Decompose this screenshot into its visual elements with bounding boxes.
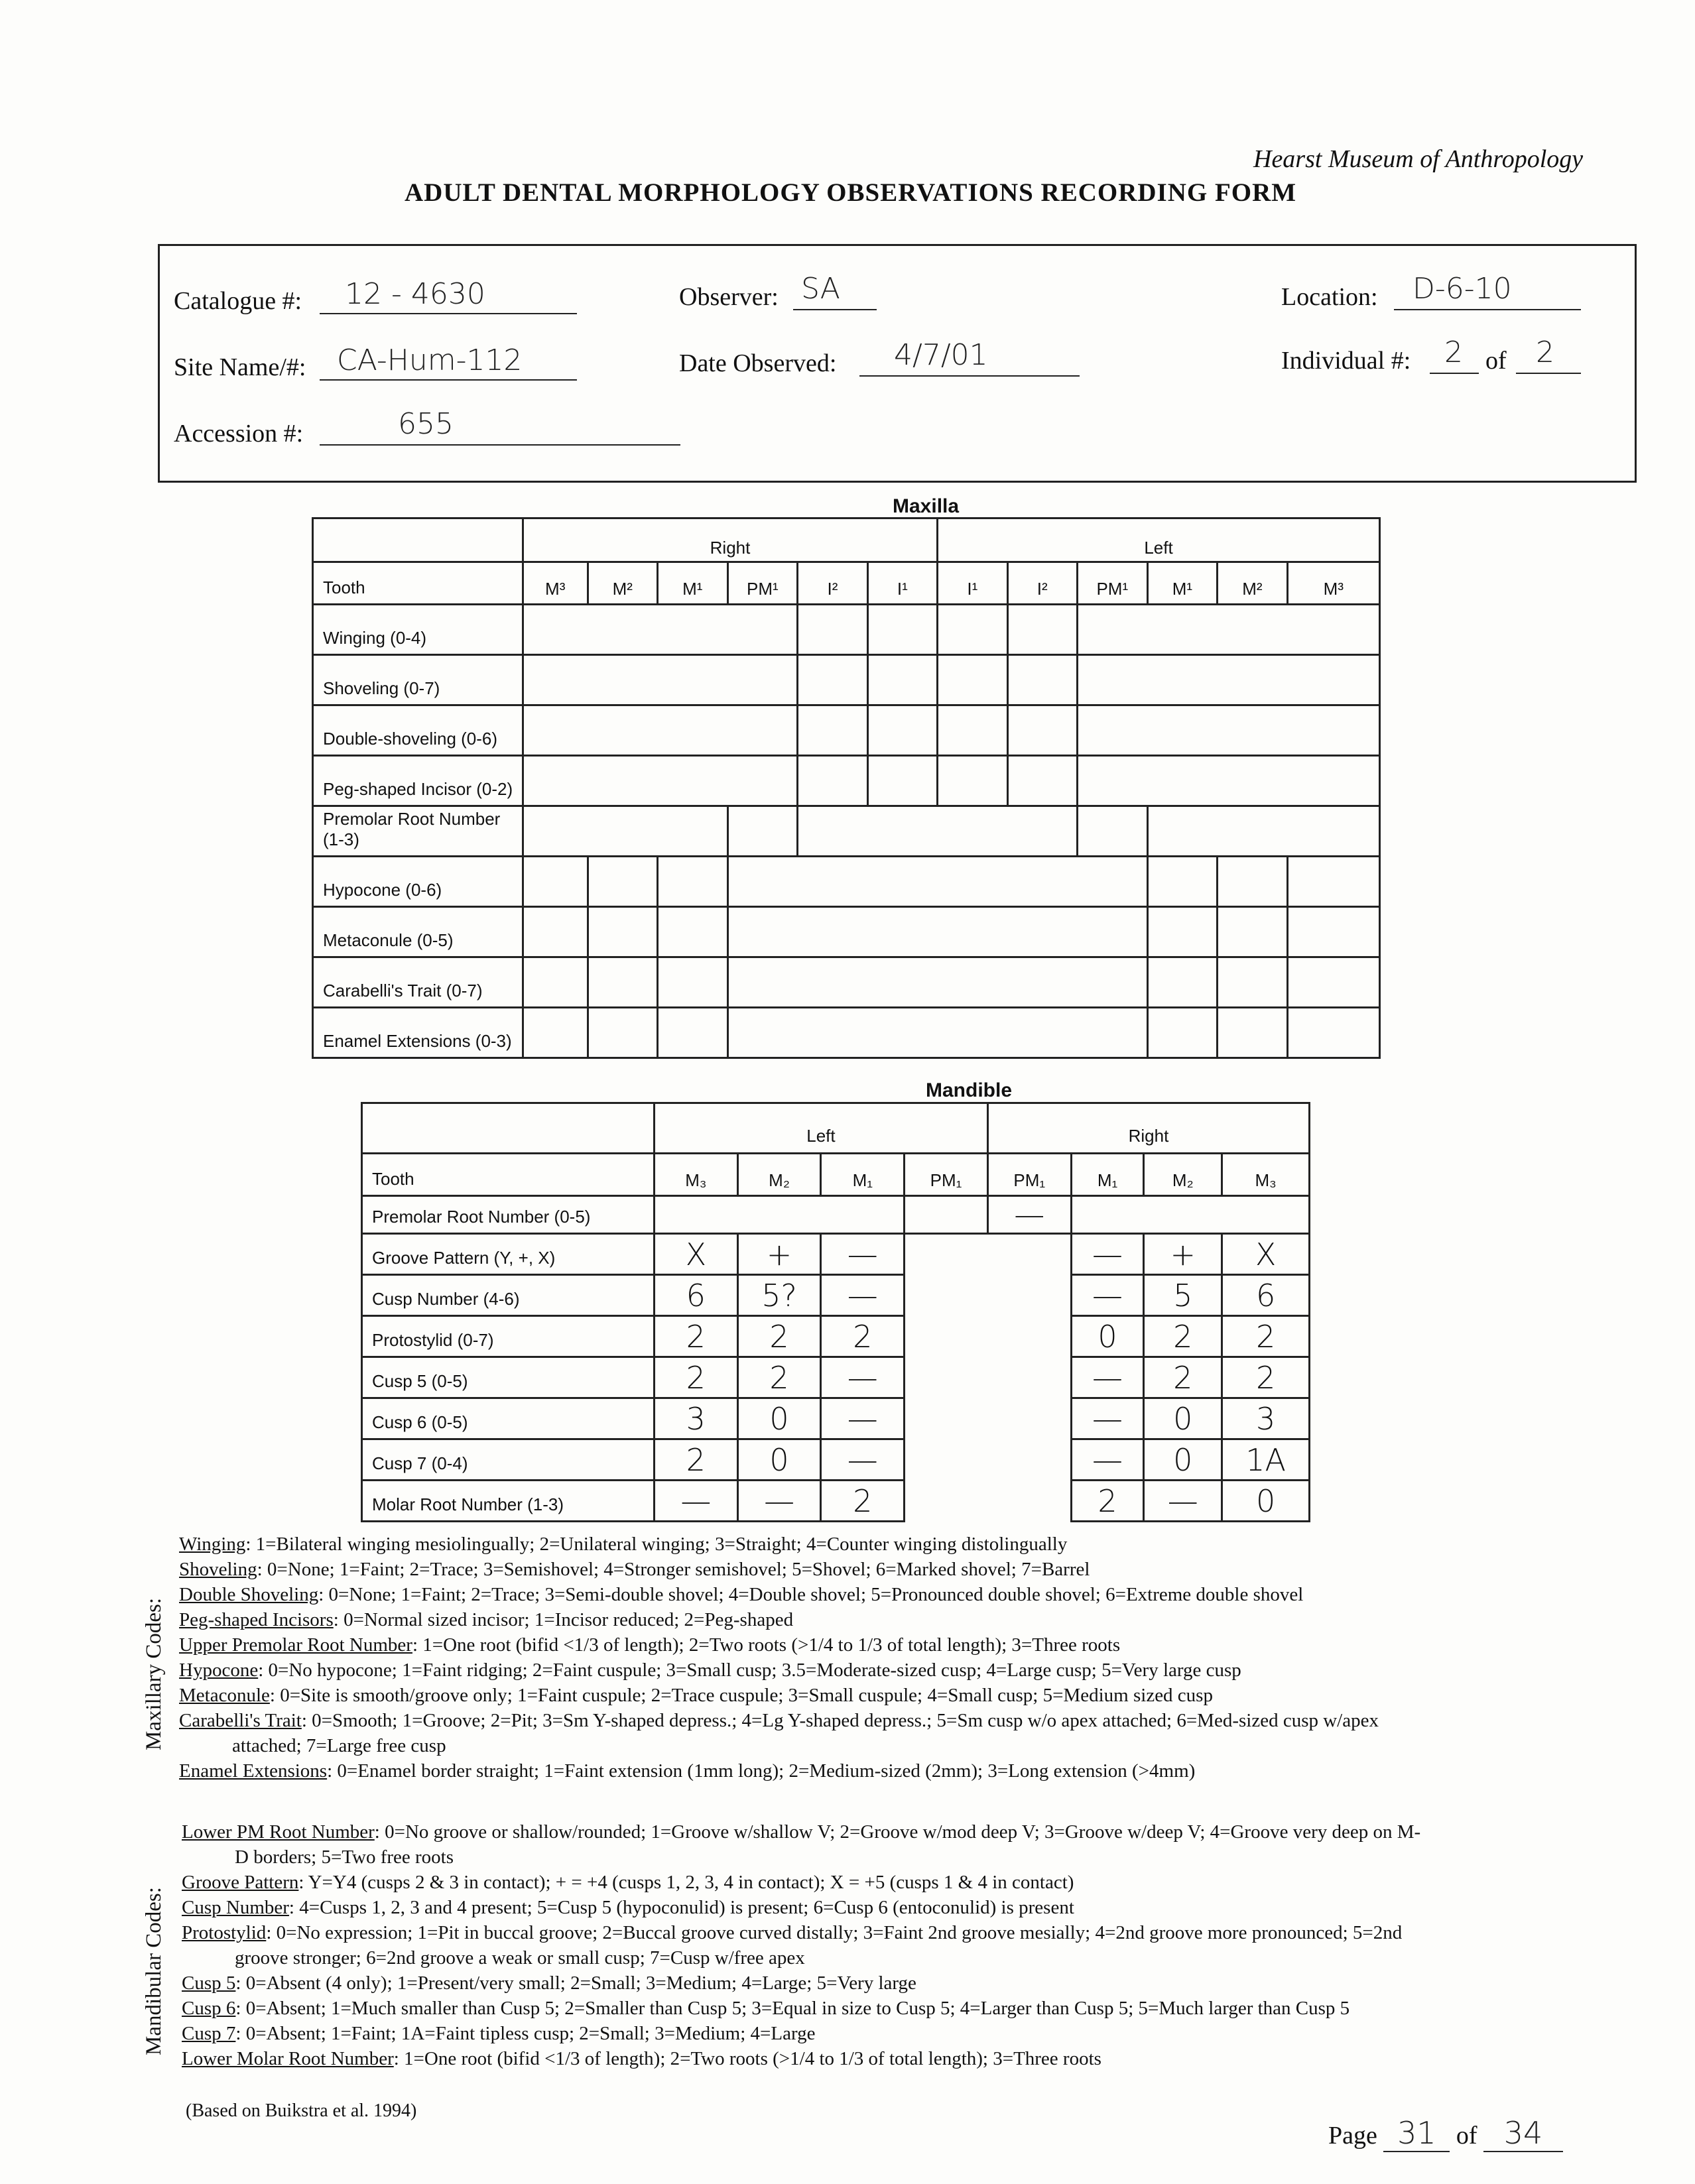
- code-line: [179, 1758, 1658, 1784]
- maxilla-row-label: Carabelli's Trait (0-7): [313, 957, 523, 1008]
- site-value: CA-Hum-112: [337, 343, 523, 377]
- maxilla-cell[interactable]: [1007, 756, 1077, 806]
- maxilla-tooth-header: M³: [523, 562, 588, 605]
- code-line: [182, 2046, 1661, 2071]
- mandible-cell[interactable]: —: [821, 1357, 905, 1398]
- mandible-na-cell: [654, 1196, 904, 1234]
- maxilla-title: Maxilla: [893, 495, 960, 517]
- mandible-cell[interactable]: —: [821, 1234, 905, 1275]
- date-value: 4/7/01: [894, 338, 988, 372]
- maxilla-tooth-header: I²: [1007, 562, 1077, 605]
- accession-field[interactable]: [320, 418, 680, 446]
- maxilla-cell[interactable]: [658, 907, 728, 957]
- location-value: D-6-10: [1412, 272, 1512, 306]
- mandible-cell[interactable]: 2: [821, 1481, 905, 1522]
- mandible-cell[interactable]: +: [1144, 1234, 1222, 1275]
- maxilla-row-label: Double-shoveling (0-6): [313, 705, 523, 756]
- maxilla-na-cell: [1147, 806, 1379, 857]
- maxilla-tooth-header: I²: [798, 562, 867, 605]
- mandible-tooth-label: Tooth: [362, 1154, 655, 1196]
- maxilla-na-cell: [523, 605, 797, 655]
- mandible-cell[interactable]: 0: [737, 1398, 821, 1439]
- code-text: : 4=Cusps 1, 2, 3 and 4 present; 5=Cusp 5 (hypoconulid) is present; 6=Cusp 6 (entoconulid) is present: [288, 1897, 1074, 1918]
- code-line: [182, 1870, 1661, 1895]
- maxilla-tooth-header: M³: [1287, 562, 1379, 605]
- mandible-tooth-header: PM₁: [905, 1154, 988, 1196]
- maxilla-tooth-header: I¹: [938, 562, 1007, 605]
- maxilla-na-cell: [523, 705, 797, 756]
- location-label: Location:: [1281, 283, 1378, 311]
- code-term: Groove Pattern: [182, 1872, 299, 1893]
- mandible-tooth-header: PM₁: [987, 1154, 1071, 1196]
- code-term: Metaconule: [179, 1685, 270, 1706]
- code-text: : 1=One root (bifid <1/3 of length); 2=Two roots (>1/4 to 1/3 of total length); 3=Three roots: [393, 2048, 1101, 2069]
- mandible-cell[interactable]: 0: [1071, 1316, 1144, 1357]
- code-text: : 0=None; 1=Faint; 2=Trace; 3=Semishovel; 4=Stronger semishovel; 5=Shovel; 6=Marked shovel; 7=Barrel: [257, 1559, 1090, 1580]
- maxilla-na-cell: [727, 1008, 1147, 1058]
- maxilla-cell[interactable]: [938, 705, 1007, 756]
- maxilla-cell[interactable]: [938, 756, 1007, 806]
- code-line: [179, 1683, 1658, 1708]
- individual-total-value: 2: [1536, 335, 1554, 369]
- maxilla-tooth-header: M²: [1218, 562, 1288, 605]
- maxilla-na-cell: [1077, 705, 1379, 756]
- maxilla-cell[interactable]: [727, 806, 798, 857]
- code-line: [179, 1733, 1658, 1758]
- mandible-row-label: Molar Root Number (1-3): [362, 1481, 655, 1522]
- page-total-value[interactable]: 34: [1483, 2115, 1563, 2152]
- code-line: [182, 1845, 1661, 1870]
- museum-name: Hearst Museum of Anthropology: [1253, 145, 1584, 173]
- maxilla-cell[interactable]: [523, 857, 588, 907]
- code-line: [182, 1895, 1661, 1920]
- code-term: Enamel Extensions: [179, 1760, 328, 1782]
- maxilla-cell[interactable]: [1147, 957, 1218, 1008]
- code-text: : 0=Normal sized incisor; 1=Incisor reduced; 2=Peg-shaped: [333, 1609, 794, 1630]
- maxillary-codes-legend: [179, 1532, 1658, 1784]
- maxilla-cell[interactable]: [1077, 806, 1147, 857]
- page-label: Page: [1328, 2122, 1377, 2150]
- maxilla-row-label: Enamel Extensions (0-3): [313, 1008, 523, 1058]
- maxillary-codes-side-label: Maxillary Codes:: [142, 1597, 166, 1750]
- code-line: [179, 1532, 1658, 1557]
- observer-label: Observer:: [679, 283, 779, 311]
- maxilla-cell[interactable]: [658, 957, 728, 1008]
- maxilla-na-cell: [523, 806, 727, 857]
- maxilla-na-cell: [1077, 756, 1379, 806]
- code-term: Carabelli's Trait: [179, 1710, 302, 1731]
- code-term: Cusp Number: [182, 1897, 289, 1918]
- mandible-left-header: Left: [654, 1103, 987, 1154]
- maxilla-tooth-header: PM¹: [1077, 562, 1147, 605]
- mandible-cell[interactable]: 3: [654, 1398, 737, 1439]
- mandible-cell[interactable]: 5: [1144, 1275, 1222, 1316]
- maxilla-cell[interactable]: [1218, 857, 1288, 907]
- mandible-table: [361, 1102, 1310, 1522]
- maxilla-na-cell: [523, 655, 797, 705]
- mandible-row-label: Groove Pattern (Y, +, X): [362, 1234, 655, 1275]
- maxilla-cell[interactable]: [588, 907, 658, 957]
- maxilla-cell[interactable]: [588, 957, 658, 1008]
- maxilla-tooth-header: M²: [588, 562, 658, 605]
- accession-value: 655: [398, 407, 454, 441]
- maxilla-cell[interactable]: [1147, 857, 1218, 907]
- mandible-cell[interactable]: —: [1071, 1357, 1144, 1398]
- maxilla-cell[interactable]: [1287, 957, 1379, 1008]
- maxilla-cell[interactable]: [938, 605, 1007, 655]
- code-term: Winging: [179, 1534, 246, 1555]
- mandible-cell[interactable]: 0: [1144, 1398, 1222, 1439]
- maxilla-row-label: Shoveling (0-7): [313, 655, 523, 705]
- maxilla-cell[interactable]: [1147, 907, 1218, 957]
- mandible-tooth-header: M₂: [737, 1154, 821, 1196]
- maxilla-cell[interactable]: [1218, 907, 1288, 957]
- maxilla-cell[interactable]: [658, 1008, 728, 1058]
- code-term: Cusp 7: [182, 2023, 236, 2044]
- mandible-row-label: Premolar Root Number (0-5): [362, 1196, 655, 1234]
- mandible-cell[interactable]: —: [1071, 1234, 1144, 1275]
- mandible-cell[interactable]: 2: [737, 1357, 821, 1398]
- maxilla-cell[interactable]: [1287, 907, 1379, 957]
- code-text: : Y=Y4 (cusps 2 & 3 in contact); + = +4 (cusps 1, 2, 3, 4 in contact); X = +5 (cusps 1 & 4 in contact): [298, 1872, 1074, 1893]
- mandible-cell[interactable]: —: [737, 1481, 821, 1522]
- maxilla-cell[interactable]: [1218, 1008, 1288, 1058]
- code-line: [179, 1607, 1658, 1632]
- maxilla-tooth-header: M¹: [658, 562, 728, 605]
- mandible-row-label: Cusp 5 (0-5): [362, 1357, 655, 1398]
- mandible-na-cell: [905, 1234, 1071, 1522]
- maxilla-cell[interactable]: [1287, 857, 1379, 907]
- mandible-cell[interactable]: —: [821, 1439, 905, 1481]
- mandible-row-label: Cusp 7 (0-4): [362, 1439, 655, 1481]
- code-text: : 0=Enamel border straight; 1=Faint extension (1mm long); 2=Medium-sized (2mm); 3=Long extension (>4mm): [327, 1760, 1196, 1782]
- code-term: Upper Premolar Root Number: [179, 1634, 412, 1656]
- accession-label: Accession #:: [174, 420, 304, 448]
- maxilla-right-header: Right: [523, 518, 937, 562]
- mandible-cell[interactable]: 5?: [737, 1275, 821, 1316]
- maxilla-row-label: Winging (0-4): [313, 605, 523, 655]
- code-term: Shoveling: [179, 1559, 257, 1580]
- mandible-cell[interactable]: 6: [1222, 1275, 1310, 1316]
- mandibular-codes-side-label: Mandibular Codes:: [142, 1887, 166, 2055]
- code-line: [179, 1557, 1658, 1582]
- mandible-cell[interactable]: 2: [1144, 1357, 1222, 1398]
- maxilla-cell[interactable]: [588, 857, 658, 907]
- maxilla-row-label: Premolar Root Number (1-3): [313, 806, 523, 857]
- maxilla-cell[interactable]: [867, 705, 937, 756]
- code-term: Cusp 5: [182, 1972, 236, 1994]
- code-line: [179, 1708, 1658, 1733]
- maxilla-cell[interactable]: [798, 756, 867, 806]
- mandible-cell[interactable]: —: [1071, 1275, 1144, 1316]
- maxilla-cell[interactable]: [938, 655, 1007, 705]
- mandible-tooth-header: M₃: [654, 1154, 737, 1196]
- mandible-cell[interactable]: —: [821, 1275, 905, 1316]
- maxilla-cell[interactable]: [798, 655, 867, 705]
- maxilla-na-cell: [1077, 655, 1379, 705]
- code-text: attached; 7=Large free cusp: [232, 1735, 446, 1756]
- maxilla-na-cell: [727, 857, 1147, 907]
- maxilla-cell[interactable]: [867, 756, 937, 806]
- code-text: : 0=Absent; 1=Much smaller than Cusp 5; 2=Smaller than Cusp 5; 3=Equal in size to Cusp 5; 4=Larger than Cusp 5; 5=Much larger than Cusp 5: [235, 1998, 1350, 2019]
- code-term: Double Shoveling: [179, 1584, 319, 1605]
- mandible-cell[interactable]: 6: [654, 1275, 737, 1316]
- mandible-cell[interactable]: 1A: [1222, 1439, 1310, 1481]
- code-text: : 1=Bilateral winging mesiolingually; 2=Unilateral winging; 3=Straight; 4=Counter winging distolingually: [245, 1534, 1068, 1555]
- maxilla-tooth-header: I¹: [867, 562, 937, 605]
- maxilla-na-cell: [727, 907, 1147, 957]
- code-text: : 0=Absent; 1=Faint; 1A=Faint tipless cusp; 2=Small; 3=Medium; 4=Large: [235, 2023, 816, 2044]
- individual-label: Individual #:: [1281, 347, 1411, 375]
- code-line: [179, 1658, 1658, 1683]
- mandible-cell[interactable]: 2: [654, 1357, 737, 1398]
- catalogue-label: Catalogue #:: [174, 287, 302, 315]
- maxilla-cell[interactable]: [658, 857, 728, 907]
- mandible-title: Mandible: [926, 1079, 1013, 1101]
- maxilla-row-label: Metaconule (0-5): [313, 907, 523, 957]
- mandible-cell[interactable]: 2: [1222, 1316, 1310, 1357]
- maxilla-row-label: Peg-shaped Incisor (0-2): [313, 756, 523, 806]
- maxilla-cell[interactable]: [1287, 1008, 1379, 1058]
- mandible-cell[interactable]: [905, 1196, 988, 1234]
- catalogue-value: 12 - 4630: [345, 277, 485, 311]
- maxilla-cell[interactable]: [1007, 655, 1077, 705]
- mandible-cell[interactable]: 0: [1144, 1439, 1222, 1481]
- maxilla-tooth-header: M¹: [1147, 562, 1218, 605]
- maxilla-cell[interactable]: [867, 605, 937, 655]
- page-indicator: [1328, 2115, 1563, 2152]
- maxilla-na-cell: [523, 756, 797, 806]
- mandible-tooth-header: M₁: [821, 1154, 905, 1196]
- mandible-row-label: Protostylid (0-7): [362, 1316, 655, 1357]
- maxilla-table: [312, 517, 1381, 1059]
- mandible-cell[interactable]: 2: [821, 1316, 905, 1357]
- mandible-cell[interactable]: —: [987, 1196, 1071, 1234]
- maxilla-cell[interactable]: [798, 705, 867, 756]
- mandible-cell[interactable]: —: [1144, 1481, 1222, 1522]
- maxilla-cell[interactable]: [1007, 605, 1077, 655]
- code-text: : 0=No expression; 1=Pit in buccal groove; 2=Buccal groove curved distally; 3=Faint 2nd groove mesially; 4=2nd groove more pronounced; 5=2nd: [266, 1922, 1403, 1943]
- maxilla-na-cell: [727, 957, 1147, 1008]
- mandible-cell[interactable]: 0: [737, 1439, 821, 1481]
- mandible-cell[interactable]: 3: [1222, 1398, 1310, 1439]
- code-text: groove stronger; 6=2nd groove a weak or small cusp; 7=Cusp w/free apex: [235, 1947, 805, 1969]
- mandible-row-label: Cusp 6 (0-5): [362, 1398, 655, 1439]
- mandible-cell[interactable]: 2: [1222, 1357, 1310, 1398]
- maxilla-na-cell: [798, 806, 1078, 857]
- code-text: : 0=Absent (4 only); 1=Present/very small; 2=Small; 3=Medium; 4=Large; 5=Very large: [235, 1972, 916, 1994]
- mandible-cell[interactable]: 2: [654, 1316, 737, 1357]
- code-line: [179, 1632, 1658, 1658]
- mandible-cell[interactable]: —: [1071, 1439, 1144, 1481]
- individual-value: 2: [1444, 335, 1463, 369]
- maxilla-cell[interactable]: [523, 957, 588, 1008]
- form-title: ADULT DENTAL MORPHOLOGY OBSERVATIONS RECORDING FORM: [405, 178, 1297, 207]
- code-text: : 0=No hypocone; 1=Faint ridging; 2=Faint cuspule; 3=Small cusp; 3.5=Moderate-sized cusp; 4=Large cusp; 5=Very large cusp: [258, 1660, 1241, 1681]
- observer-value: SA: [801, 272, 840, 306]
- mandible-cell[interactable]: 2: [1071, 1481, 1144, 1522]
- maxilla-cell[interactable]: [1218, 957, 1288, 1008]
- maxilla-tooth-label: Tooth: [313, 562, 523, 605]
- mandible-cell[interactable]: X: [654, 1234, 737, 1275]
- mandible-right-header: Right: [987, 1103, 1309, 1154]
- code-text: : 0=Site is smooth/groove only; 1=Faint cuspule; 2=Trace cuspule; 3=Small cuspule; 4=Small cusp; 5=Medium sized cusp: [269, 1685, 1213, 1706]
- mandible-cell[interactable]: 2: [1144, 1316, 1222, 1357]
- mandible-na-cell: [1071, 1196, 1309, 1234]
- mandible-cell[interactable]: —: [654, 1481, 737, 1522]
- code-text: : 0=None; 1=Faint; 2=Trace; 3=Semi-double shovel; 4=Double shovel; 5=Pronounced double shovel; 6=Extreme double shovel: [318, 1584, 1304, 1605]
- maxilla-cell[interactable]: [1007, 705, 1077, 756]
- maxilla-cell[interactable]: [588, 1008, 658, 1058]
- code-text: : 1=One root (bifid <1/3 of length); 2=Two roots (>1/4 to 1/3 of total length); 3=Three roots: [412, 1634, 1121, 1656]
- mandible-cell[interactable]: 2: [737, 1316, 821, 1357]
- maxilla-tooth-header: PM¹: [727, 562, 798, 605]
- code-line: [182, 2021, 1661, 2046]
- code-line: [182, 1920, 1661, 1945]
- maxilla-cell[interactable]: [798, 605, 867, 655]
- mandible-tooth-header: M₃: [1222, 1154, 1310, 1196]
- mandibular-codes-legend: [182, 1819, 1661, 2071]
- mandible-tooth-header: M₂: [1144, 1154, 1222, 1196]
- code-text: D borders; 5=Two free roots: [235, 1847, 454, 1868]
- maxilla-na-cell: [1077, 605, 1379, 655]
- code-line: [182, 1996, 1661, 2021]
- code-term: Peg-shaped Incisors: [179, 1609, 334, 1630]
- code-term: Lower Molar Root Number: [182, 2048, 394, 2069]
- mandible-cell[interactable]: X: [1222, 1234, 1310, 1275]
- code-text: : 0=Smooth; 1=Groove; 2=Pit; 3=Sm Y-shaped depress.; 4=Lg Y-shaped depress.; 5=Sm cusp w/o apex attached; 6=Med-sized cusp w/apex: [301, 1710, 1379, 1731]
- maxilla-cell[interactable]: [523, 907, 588, 957]
- maxilla-cell[interactable]: [867, 655, 937, 705]
- mandible-cell[interactable]: —: [821, 1398, 905, 1439]
- date-label: Date Observed:: [679, 349, 837, 377]
- maxilla-left-header: Left: [938, 518, 1380, 562]
- mandible-cell[interactable]: —: [1071, 1398, 1144, 1439]
- mandible-cell[interactable]: 2: [654, 1439, 737, 1481]
- site-label: Site Name/#:: [174, 353, 306, 381]
- individual-of-label: of: [1485, 347, 1507, 375]
- maxilla-row-label: Hypocone (0-6): [313, 857, 523, 907]
- code-line: [182, 1819, 1661, 1845]
- mandible-cell[interactable]: 0: [1222, 1481, 1310, 1522]
- mandible-row-label: Cusp Number (4-6): [362, 1275, 655, 1316]
- code-line: [182, 1945, 1661, 1971]
- mandible-cell[interactable]: +: [737, 1234, 821, 1275]
- mandible-corner: [362, 1103, 655, 1154]
- code-line: [179, 1582, 1658, 1607]
- maxilla-cell[interactable]: [1147, 1008, 1218, 1058]
- code-term: Protostylid: [182, 1922, 267, 1943]
- page-of-label: of: [1456, 2122, 1477, 2150]
- mandible-tooth-header: M₁: [1071, 1154, 1144, 1196]
- maxilla-corner: [313, 518, 523, 562]
- page-value[interactable]: 31: [1383, 2115, 1450, 2152]
- code-term: Lower PM Root Number: [182, 1821, 375, 1843]
- code-term: Hypocone: [179, 1660, 259, 1681]
- citation: (Based on Buikstra et al. 1994): [186, 2100, 417, 2121]
- maxilla-cell[interactable]: [523, 1008, 588, 1058]
- code-line: [182, 1971, 1661, 1996]
- code-term: Cusp 6: [182, 1998, 236, 2019]
- code-text: : 0=No groove or shallow/rounded; 1=Groove w/shallow V; 2=Groove w/mod deep V; 3=Groove w/deep V; 4=Groove very deep on M-: [374, 1821, 1421, 1843]
